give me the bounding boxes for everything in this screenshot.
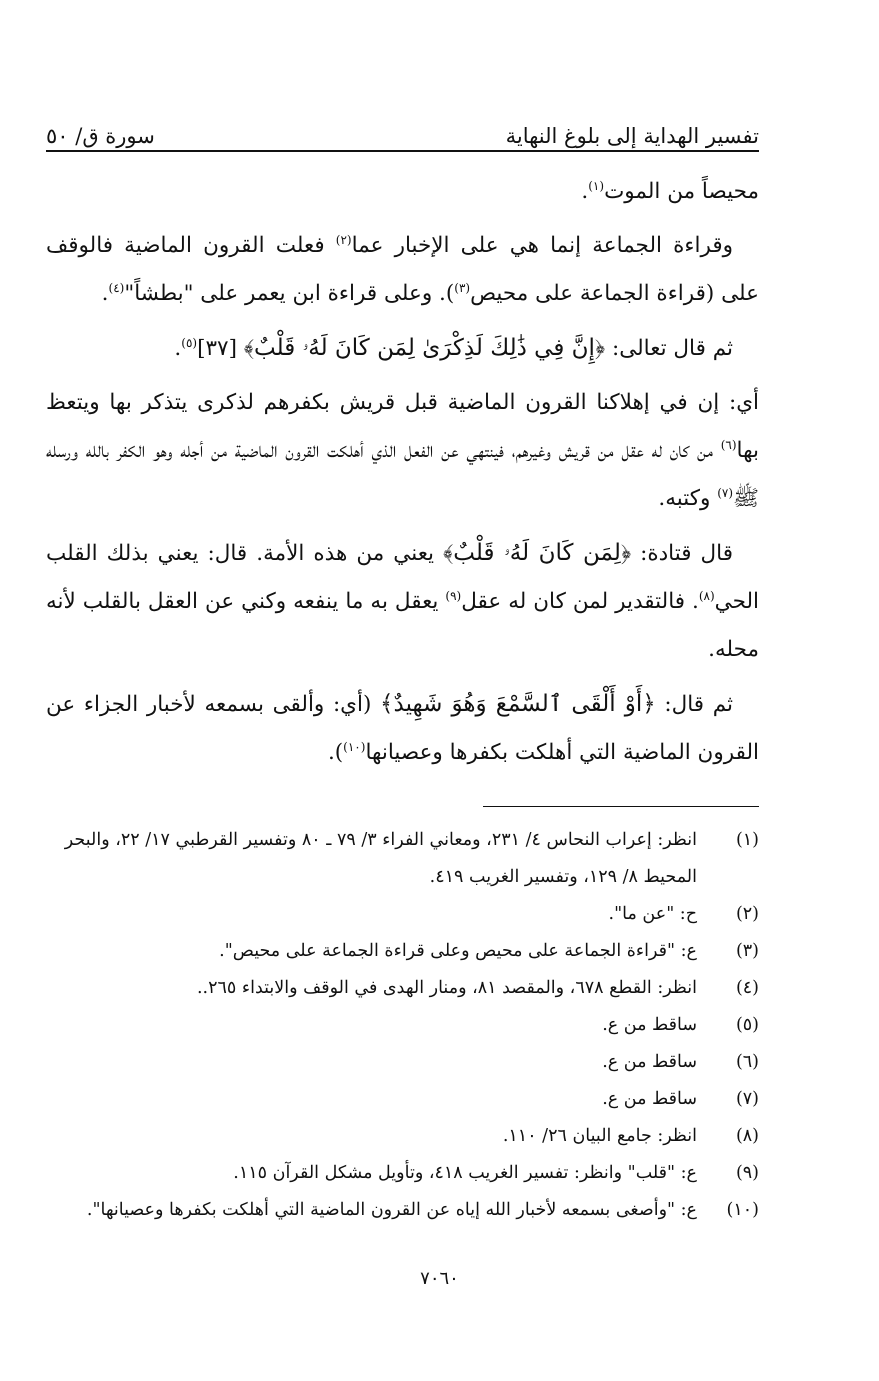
footnote-number: (٥): [735, 1015, 759, 1035]
footnote-number: (٩): [735, 1163, 759, 1183]
quran-verse: ﴿إِنَّ فِي ذَٰلِكَ لَذِكْرَىٰ لِمَن كَانَ لَهُۥ قَلْبٌ﴾: [243, 335, 606, 361]
footnotes: [30, 822, 759, 1229]
footnote-text: انظر: القطع ٦٧٨، والمقصد ٨١، ومنار الهدى في الوقف والابتداء ٢٦٥..: [196, 978, 697, 998]
footnote-ref[interactable]: (١٠): [343, 739, 366, 754]
footnote-ref[interactable]: (٤): [108, 280, 125, 295]
footnote-number: (٢): [735, 904, 759, 924]
paragraph-3: ثم قال تعالى: ﴿إِنَّ فِي ذَٰلِكَ لَذِكْرَىٰ لِمَن كَانَ لَهُۥ قَلْبٌ﴾ [٣٧]$^{(٥)}$.: [174, 335, 733, 361]
main-text: [46, 168, 759, 783]
footnote-number: (١): [735, 830, 759, 850]
footnote-item: [30, 1118, 759, 1155]
paragraph-2: وقراءة الجماعة إنما هي على الإخبار عما$^{(٢)}$ فعلت القرون الماضية فالوقف على (قراءة الجماعة على محيص$^{(٣)}$). وعلى قراءة ابن يعمر على "بطشاً"$^{(٤)}$.: [46, 232, 759, 306]
footnote-item: [30, 970, 759, 1007]
footnote-number: (٨): [735, 1126, 759, 1146]
running-header: [46, 108, 759, 148]
footnote-text: ع: "وأصغى بسمعه لأخبار الله إياه عن القرون الماضية التي أهلكت بكفرها وعصيانها".: [86, 1200, 697, 1220]
footnote-number: (٤): [735, 978, 759, 998]
footnote-ref[interactable]: (٦): [720, 437, 737, 452]
book-title: تفسير الهداية إلى بلوغ النهاية: [505, 124, 759, 148]
page-number: ٧٠٦٠: [420, 1268, 459, 1289]
footnote-item: [30, 1081, 759, 1118]
paragraph-6: ثم قال: ﴿أَوْ أَلْقَى ٱلسَّمْعَ وَهُوَ شَهِيدٌ﴾ (أي: وألقى بسمعه لأخبار الجزاء عن القرون الماضية التي أهلكت بكفرها وعصيانها$^{(١٠)}$).: [46, 691, 759, 765]
footnote-ref[interactable]: (٢): [335, 232, 352, 247]
footnote-number: (٧): [735, 1089, 759, 1109]
footnote-item: [30, 1007, 759, 1044]
footnote-text: انظر: جامع البيان ٢٦/ ١١٠.: [502, 1126, 697, 1146]
footnote-text: ساقط من ع.: [602, 1052, 697, 1072]
footnote-text: ساقط من ع.: [602, 1089, 697, 1109]
footnote-ref[interactable]: (٨): [698, 588, 715, 603]
quran-verse: ﴿لِمَن كَانَ لَهُۥ قَلْبٌ﴾: [443, 540, 632, 566]
footnote-number: (١٠): [726, 1200, 759, 1220]
footnote-ref[interactable]: (٣): [454, 280, 471, 295]
footnote-item: [30, 896, 759, 933]
footnote-text: ساقط من ع.: [602, 1015, 697, 1035]
footnote-item: [30, 933, 759, 970]
footnote-ref[interactable]: (٩): [445, 588, 462, 603]
footnote-text: انظر: إعراب النحاس ٤/ ٢٣١، ومعاني الفراء ٣/ ٧٩ ـ ٨٠ وتفسير القرطبي ١٧/ ٢٢، والبحر المحيط ٨/ ١٢٩، وتفسير الغريب ٤١٩.: [64, 830, 697, 887]
footnote-number: (٦): [735, 1052, 759, 1072]
footnote-text: ع: "قراءة الجماعة على محيص وعلى قراءة الجماعة على محيص".: [219, 941, 697, 961]
surah-label: سورة ق/ ٥٠: [46, 124, 155, 148]
footnote-number: (٣): [735, 941, 759, 961]
footnote-item: [30, 1044, 759, 1081]
paragraph-5: قال قتادة: ﴿لِمَن كَانَ لَهُۥ قَلْبٌ﴾ يعني من هذه الأمة. قال: يعني بذلك القلب الحي$^{(٨)}$. فالتقدير لمن كان له عقل$^{(٩)}$ يعقل به ما ينفعه وكني عن العقل بالقلب لأنه محله.: [46, 540, 759, 662]
footnote-item: [30, 1155, 759, 1192]
quran-verse: ﴿أَوْ أَلْقَى ٱلسَّمْعَ وَهُوَ شَهِيدٌ﴾: [380, 691, 656, 717]
footnote-ref[interactable]: (١): [588, 178, 605, 193]
footnote-item: [30, 1192, 759, 1229]
paragraph-1: محيصاً من الموت$^{(١)}$.: [581, 178, 759, 204]
footnote-ref[interactable]: (٥): [181, 335, 198, 350]
footnote-text: ح: "عن ما".: [608, 904, 697, 924]
paragraph-4: أي: إن في إهلاكنا القرون الماضية قبل قريش بكفرهم لذكرى يتذكر بها ويتعظ بها$^{(٦)}$ من كان له عقل من قريش وغيرهم، فينتهي عن الفعل الذي أهلكت القرون الماضية من أجله وهو الكفر بالله ورسله ﷺ$^{(٧)}$ وكتبه.: [46, 390, 759, 511]
footnote-ref[interactable]: (٧): [717, 485, 734, 500]
footnote-rule: [483, 806, 759, 807]
footnote-text: ع: "قلب" وانظر: تفسير الغريب ٤١٨، وتأويل مشكل القرآن ١١٥.: [233, 1163, 697, 1183]
header-rule: [46, 150, 759, 152]
footnote-item: [30, 822, 759, 896]
